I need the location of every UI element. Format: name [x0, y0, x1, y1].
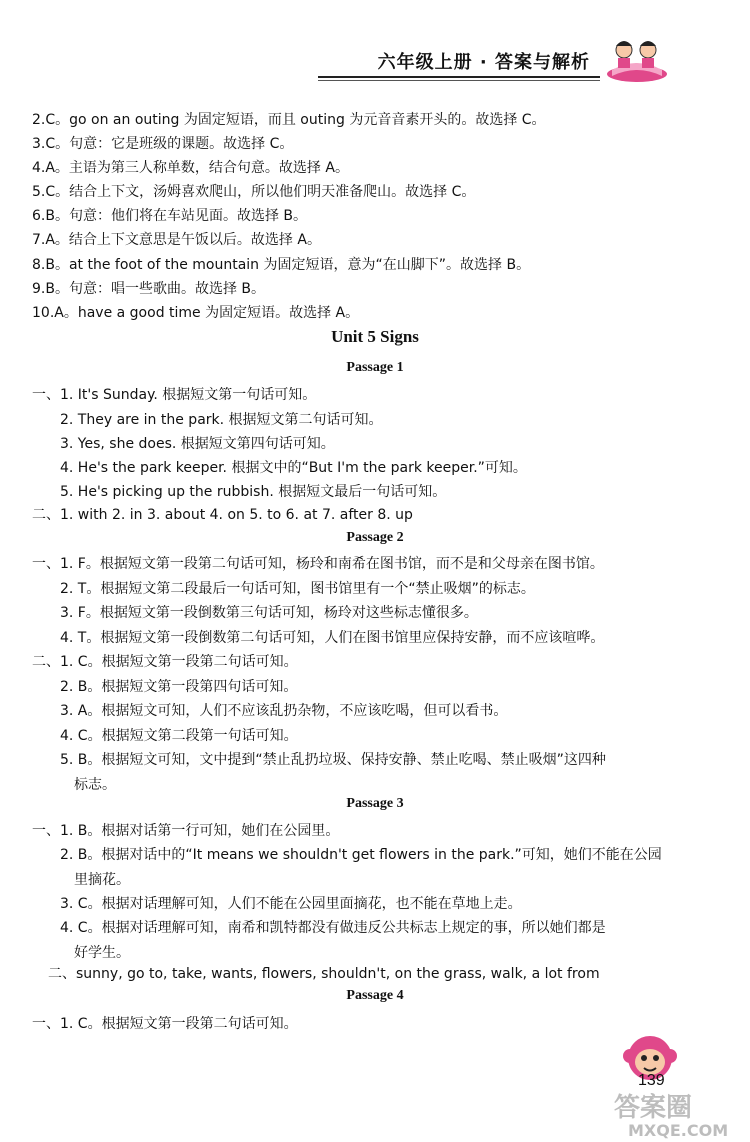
answer-line: 一、1. F。根据短文第一段第二句话可知，杨玲和南希在图书馆，而不是和父母亲在图书馆。 [32, 556, 604, 572]
answer-line: 5. He's picking up the rubbish. 根据短文最后一句话可知。 [60, 484, 447, 500]
answer-line: 里摘花。 [74, 872, 130, 888]
passage-title: Passage 2 [346, 530, 404, 545]
answer-line: 5. B。根据短文可知，文中提到“禁止乱扔垃圾、保持安静、禁止吃喝、禁止吸烟”这四种 [60, 752, 606, 768]
answer-line: 9.B。句意：唱一些歌曲。故选择 B。 [32, 281, 266, 297]
answer-line: 8.B。at the foot of the mountain 为固定短语，意为“在山脚下”。故选择 B。 [32, 257, 531, 273]
answer-line: 4. He's the park keeper. 根据文中的“But I'm the park keeper.”可知。 [60, 460, 527, 476]
answer-line: 4. T。根据短文第一段倒数第二句话可知，人们在图书馆里应保持安静，而不应该喧哗。 [60, 630, 605, 646]
answer-line: 3. F。根据短文第一段倒数第三句话可知，杨玲对这些标志懂很多。 [60, 605, 478, 621]
passage-title: Passage 4 [346, 988, 404, 1003]
answer-line: 一、1. C。根据短文第一段第二句话可知。 [32, 1016, 298, 1032]
unit-title: Unit 5 Signs [331, 327, 419, 346]
answer-line: 2. T。根据短文第二段最后一句话可知，图书馆里有一个“禁止吸烟”的标志。 [60, 581, 535, 597]
answer-line: 4.A。主语为第三人称单数，结合句意。故选择 A。 [32, 160, 349, 176]
svg-text:答案圈: 答案圈 [614, 1093, 693, 1123]
answer-line: 二、sunny, go to, take, wants, flowers, shouldn't, on the grass, walk, a lot from [48, 966, 600, 982]
answer-line: 10.A。have a good time 为固定短语。故选择 A。 [32, 305, 360, 321]
header-rule-thin [318, 80, 600, 81]
answer-line: 3. C。根据对话理解可知，人们不能在公园里面摘花，也不能在草地上走。 [60, 896, 522, 912]
watermark-logo [608, 1086, 748, 1140]
answer-line: 好学生。 [74, 945, 130, 961]
answer-line: 2. B。根据短文第一段第四句话可知。 [60, 679, 298, 695]
page-number: 139 [638, 1072, 665, 1089]
header-title: 六年级上册 · 答案与解析 [377, 52, 590, 73]
answer-line: 2.C。go on an outing 为固定短语，而且 outing 为元音音素开头的。故选择 C。 [32, 112, 546, 128]
answer-line: 二、1. with 2. in 3. about 4. on 5. to 6. at 7. after 8. up [32, 507, 413, 523]
answer-line: 二、1. C。根据短文第一段第二句话可知。 [32, 654, 298, 670]
reading-kids-icon [602, 34, 672, 84]
answer-line: 3. Yes, she does. 根据短文第四句话可知。 [60, 436, 335, 452]
answer-line: 一、1. It's Sunday. 根据短文第一句话可知。 [32, 387, 317, 403]
answer-line: 2. They are in the park. 根据短文第二句话可知。 [60, 412, 383, 428]
answer-line: 5.C。结合上下文，汤姆喜欢爬山，所以他们明天准备爬山。故选择 C。 [32, 184, 476, 200]
svg-text:MXQE.COM: MXQE.COM [628, 1121, 729, 1140]
answer-line: 6.B。句意：他们将在车站见面。故选择 B。 [32, 208, 308, 224]
passage-title: Passage 3 [346, 796, 404, 811]
answer-line: 标志。 [74, 777, 116, 793]
answer-line: 2. B。根据对话中的“It means we shouldn't get flowers in the park.”可知，她们不能在公园 [60, 847, 662, 863]
answer-line: 4. C。根据对话理解可知，南希和凯特都没有做违反公共标志上规定的事，所以她们都是 [60, 920, 606, 936]
answer-line: 一、1. B。根据对话第一行可知，她们在公园里。 [32, 823, 340, 839]
answer-line: 4. C。根据短文第二段第一句话可知。 [60, 728, 298, 744]
answer-line: 3. A。根据短文可知，人们不应该乱扔杂物，不应该吃喝，但可以看书。 [60, 703, 508, 719]
header-rule [318, 76, 600, 78]
answer-line: 7.A。结合上下文意思是午饭以后。故选择 A。 [32, 232, 321, 248]
passage-title: Passage 1 [346, 360, 404, 375]
page-header [0, 0, 750, 90]
answer-line: 3.C。句意：它是班级的课题。故选择 C。 [32, 136, 294, 152]
